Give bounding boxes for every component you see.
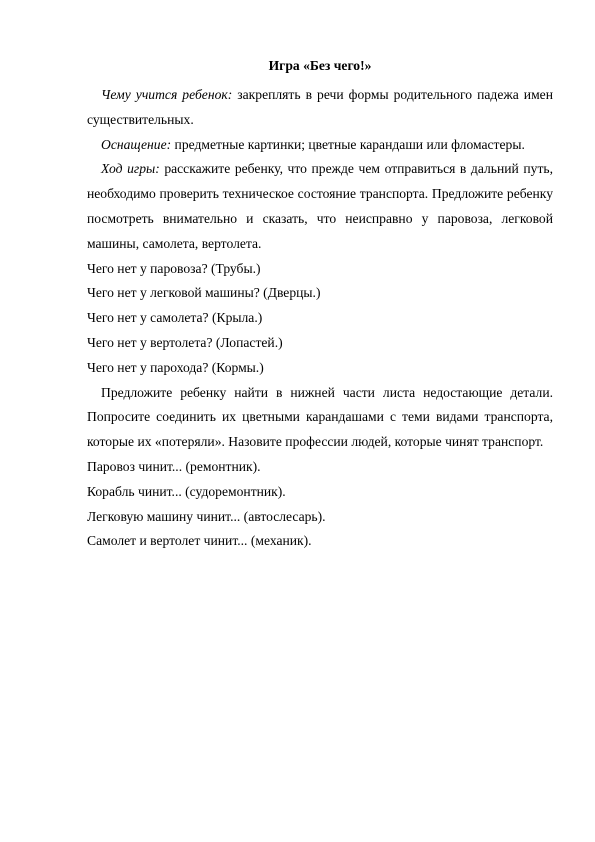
instruction-paragraph: Предложите ребенку найти в нижней части листа недостающие детали. Попросите соединить их цветными карандашами с теми видами транспорта, которые их «потеряли». Назовите профессии людей, которые чинят транспорт. [87,384,553,450]
question-line: Чего нет у вертолета? (Лопастей.) [87,334,283,350]
document-page [87,53,553,554]
question-line: Чего нет у самолета? (Крыла.) [87,310,263,326]
question-line: Чего нет у легковой машины? (Дверцы.) [87,285,321,301]
profession-line: Самолет и вертолет чинит... (механик). [87,533,312,549]
procedure-paragraph [87,157,553,256]
equipment-paragraph [87,133,553,158]
profession-line: Легковую машину чинит... (автослесарь). [87,508,326,524]
goal-paragraph [87,83,553,133]
equipment-label: Оснащение: [101,136,172,152]
question-line: Чего нет у парохода? (Кормы.) [87,359,264,375]
question-line: Чего нет у паровоза? (Трубы.) [87,260,261,276]
goal-label: Чему учится ребенок: [101,87,233,102]
profession-line: Корабль чинит... (судоремонтник). [87,483,286,499]
profession-line: Паровоз чинит... (ремонтник). [87,458,261,474]
goal-text: закреплять в речи формы родительного падежа имен существительных. [87,87,553,127]
equipment-text: предметные картинки; цветные карандаши или фломастеры. [174,136,525,152]
title-row [87,53,553,79]
document-title: Игра «Без чего!» [268,58,372,73]
procedure-text: расскажите ребенку, что прежде чем отправиться в дальний путь, необходимо проверить техническое состояние транспорта. Предложите ребенку посмотреть внимательно и сказать, что неисправно у паровоза, легковой машины, самолета, вертолета. [87,161,553,251]
procedure-label: Ход игры: [101,161,160,177]
